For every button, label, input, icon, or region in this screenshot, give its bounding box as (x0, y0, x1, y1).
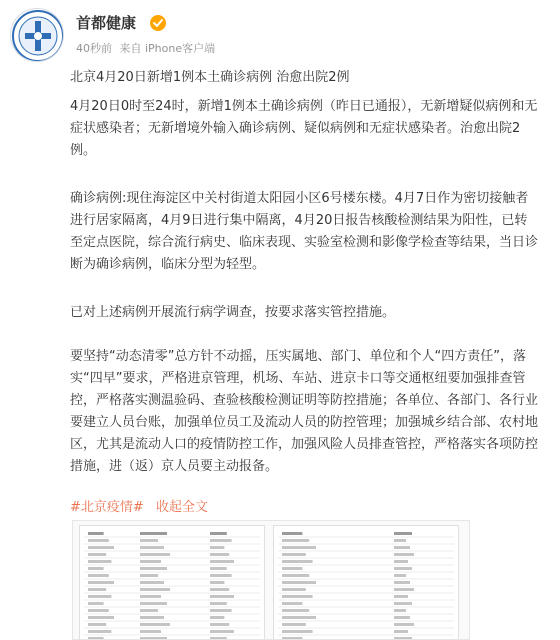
table-thumbnail-icon (80, 526, 264, 640)
attached-images (72, 520, 470, 640)
post-paragraph: 4月20日0时至24时，新增1例本土确诊病例（昨日已通报），无新增疑似病例和无症状感染者；无新增境外输入确诊病例、疑似病例和无症状感染者。治愈出院2例。 (70, 99, 538, 158)
post-paragraph: 确诊病例:现住海淀区中关村街道太阳园小区6号楼东楼。4月7日作为密切接触者进行居家隔离，4月9日进行集中隔离，4月20日报告核酸检测结果为阳性，已转至定点医院，综合流行病史、临床表现、实验室检测和影像学检查等结果，当日诊断为确诊病例，临床分型为轻型。 (70, 191, 539, 272)
post-meta (76, 42, 219, 56)
health-emblem-icon (11, 9, 64, 62)
attached-table-image[interactable] (273, 525, 459, 640)
topic-tag-link[interactable]: #北京疫情# (70, 500, 144, 515)
attached-table-image[interactable] (79, 525, 265, 640)
post-paragraph: 要坚持“动态清零”总方针不动摇，压实属地、部门、单位和个人“四方责任”，落实“四早”要求，严格进京管理，机场、车站、进京卡口等交通枢纽要加强排查管控，严格落实测温验码、查验核酸检测证明等防控措施；各单位、各部门、各行业要建立人员台账，加强单位员工及流动人员的防控管理；加强城乡结合部、农村地区，尤其是流动人口的疫情防控工作，加强风险人员排查管控，严格落实各项防控措施，进（返）京人员要主动报备。 (70, 349, 539, 474)
post-source: 来自 iPhone客户端 (119, 42, 216, 55)
post-time[interactable]: 40秒前 (76, 42, 112, 55)
author-name[interactable]: 首都健康 (76, 14, 137, 32)
tag-row (70, 500, 208, 516)
avatar[interactable] (10, 8, 64, 62)
post-header (10, 8, 550, 64)
verified-badge-icon (150, 15, 166, 31)
post-paragraph: 已对上述病例开展流行病学调查，按要求落实管控措施。 (70, 305, 396, 320)
table-thumbnail-icon (274, 526, 458, 640)
collapse-text-link[interactable]: 收起全文 (155, 500, 208, 515)
post-title: 北京4月20日新增1例本土确诊病例 治愈出院2例 (70, 70, 350, 85)
